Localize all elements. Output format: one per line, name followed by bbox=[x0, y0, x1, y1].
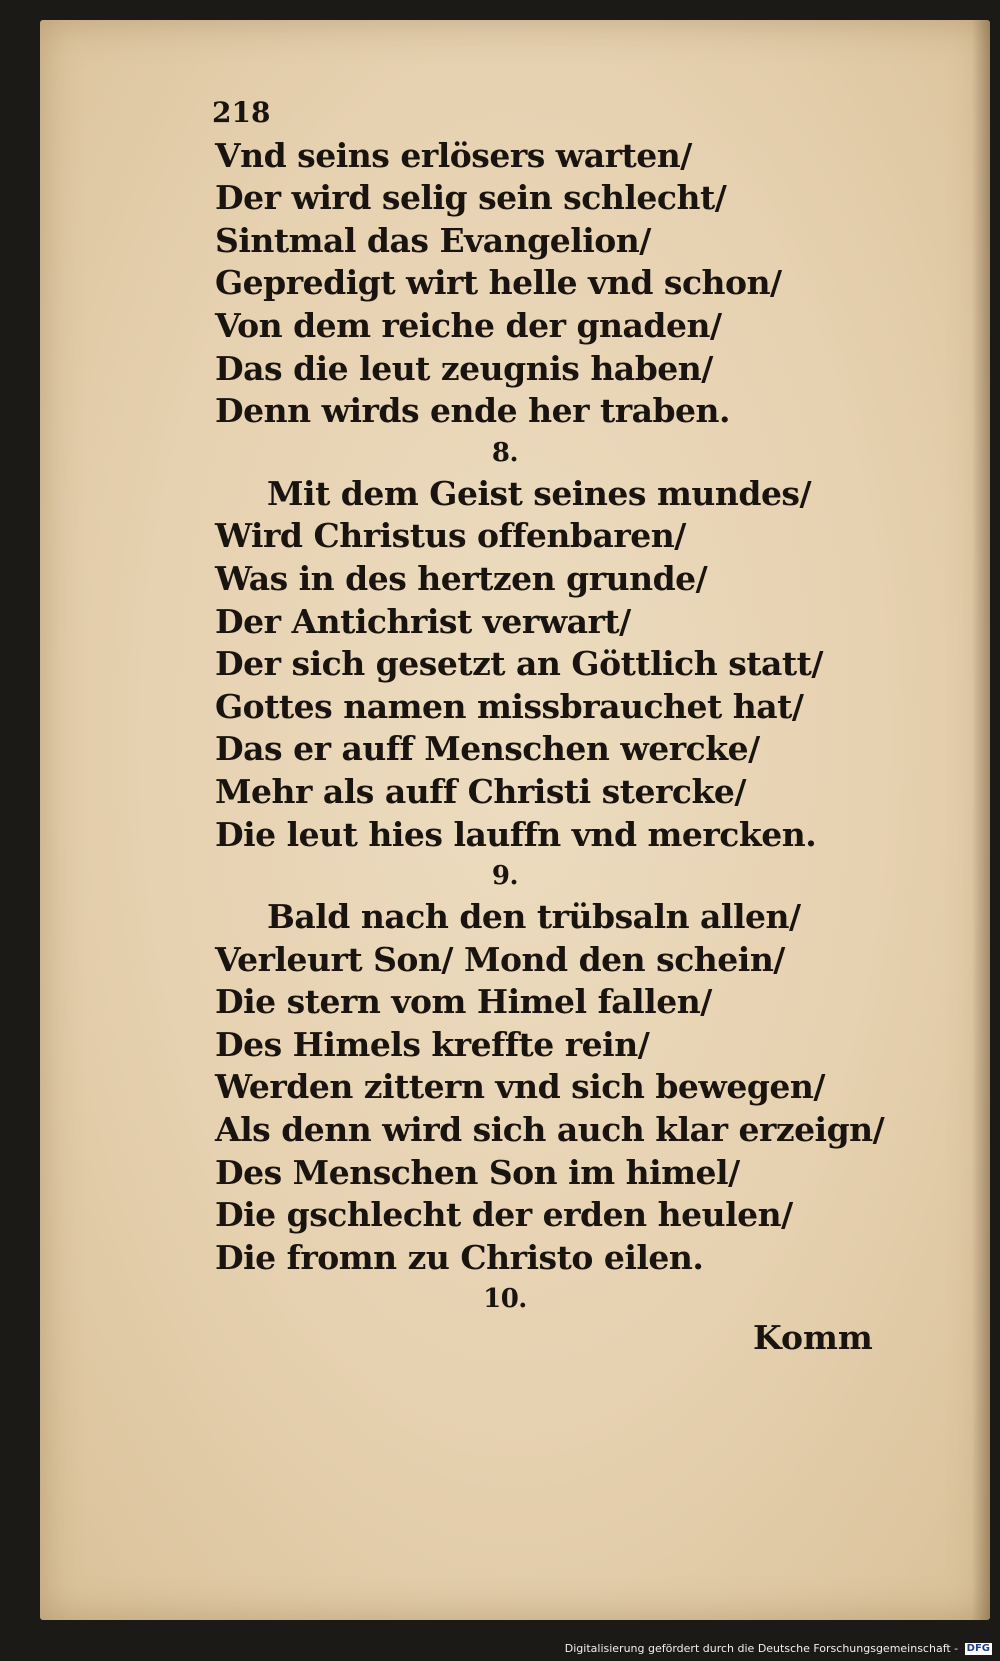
verse-line: Des Menschen Son im himel/ bbox=[215, 1152, 740, 1192]
verse-line: Der sich gesetzt an Göttlich statt/ bbox=[215, 644, 823, 684]
verse-line: Wird Christus offenbaren/ bbox=[215, 516, 686, 556]
verse-line: Von dem reiche der gnaden/ bbox=[215, 305, 722, 345]
verse-line: Die stern vom Himel fallen/ bbox=[215, 982, 712, 1022]
verse-line: Verleurt Son/ Mond den schein/ bbox=[215, 939, 785, 979]
verse-line: Mehr als auff Christi stercke/ bbox=[215, 771, 746, 811]
verse-line: Des Himels kreffte rein/ bbox=[215, 1024, 650, 1064]
verse-line: Was in des hertzen grunde/ bbox=[215, 558, 708, 598]
digitization-credit bbox=[565, 1642, 992, 1655]
verse-line: Die leut hies lauffn vnd mercken. bbox=[215, 814, 817, 854]
page-number: 218 bbox=[212, 96, 271, 129]
verse-line: Denn wirds ende her traben. bbox=[215, 391, 731, 431]
verse-line: Bald nach den trübsaln allen/ bbox=[267, 897, 801, 937]
verse-line: Gepredigt wirt helle vnd schon/ bbox=[215, 263, 782, 303]
verse-line: Der wird selig sein schlecht/ bbox=[215, 178, 727, 218]
stanza-number: 9. bbox=[491, 861, 519, 892]
poem-text bbox=[215, 92, 935, 1319]
verse-line: Als denn wird sich auch klar erzeign/ bbox=[215, 1110, 885, 1150]
verse-line: Vnd seins erlösers warten/ bbox=[215, 135, 692, 175]
verse-line: Das er auff Menschen wercke/ bbox=[215, 729, 760, 769]
verse-line: Gottes namen missbrauchet hat/ bbox=[215, 686, 804, 726]
stanza-number: 10. bbox=[483, 1284, 527, 1315]
verse-line: Das die leut zeugnis haben/ bbox=[215, 348, 713, 388]
credit-text: Digitalisierung gefördert durch die Deutsche Forschungsgemeinschaft - bbox=[564, 1642, 959, 1655]
book-page bbox=[40, 20, 990, 1620]
verse-line: Der Antichrist verwart/ bbox=[215, 601, 631, 641]
page-number-spacer bbox=[215, 92, 935, 135]
verse-line: Die gschlecht der erden heulen/ bbox=[215, 1195, 793, 1235]
verse-line: Die fromn zu Christo eilen. bbox=[215, 1237, 704, 1277]
catchword: Komm bbox=[753, 1318, 873, 1357]
verse-line: Mit dem Geist seines mundes/ bbox=[267, 473, 812, 513]
dfg-logo-icon: DFG bbox=[966, 1643, 990, 1654]
verse-line: Werden zittern vnd sich bewegen/ bbox=[215, 1067, 825, 1107]
verse-line: Sintmal das Evangelion/ bbox=[215, 220, 651, 260]
stanza-number: 8. bbox=[491, 437, 519, 468]
page-edge-shadow bbox=[972, 20, 990, 1620]
